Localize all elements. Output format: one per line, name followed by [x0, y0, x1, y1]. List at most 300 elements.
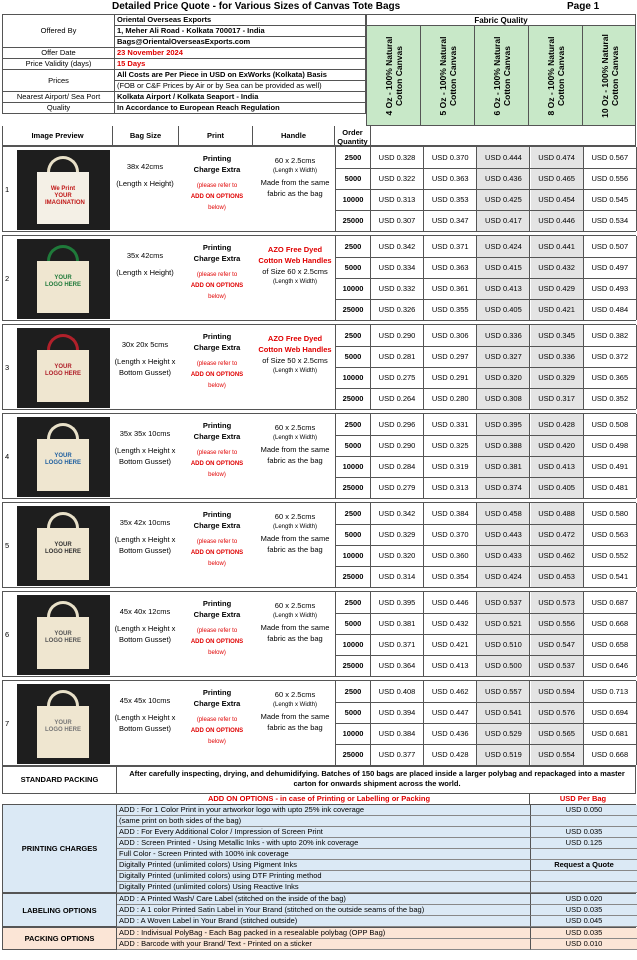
handle-size: of Size 50 x 2.5cms	[262, 356, 328, 365]
row-divider	[336, 435, 637, 436]
handle-info	[255, 600, 335, 644]
price-cell: USD 0.421	[531, 299, 584, 320]
packing-options-section	[2, 927, 636, 950]
price-cell: USD 0.668	[584, 613, 637, 634]
bag-dimensions-note: (Length x Height x Bottom Gusset)	[114, 535, 176, 555]
price-cell: USD 0.377	[371, 744, 424, 765]
addon-price: USD 0.125	[530, 838, 637, 849]
price-cell: USD 0.424	[477, 236, 530, 257]
addon-item: ADD : A Printed Wash/ Care Label (stitched on the inside of the bag)	[117, 894, 530, 905]
bag-image-preview	[17, 417, 110, 497]
row-divider	[336, 278, 637, 279]
row-separator-line	[335, 236, 336, 320]
order-quantity: 10000	[336, 456, 371, 477]
addon-item: ADD : Barcode with your Brand/ Text - Printed on a sticker	[117, 939, 530, 950]
port-value: Kolkata Airport / Kolkata Seaport - India	[115, 92, 366, 103]
column-headers	[2, 126, 636, 146]
price-cell: USD 0.320	[371, 545, 424, 566]
offer-info-table	[2, 14, 366, 114]
price-cell: USD 0.374	[477, 477, 530, 498]
printing-label: PRINTING CHARGES	[3, 805, 117, 892]
addon-item: ADD : For 1 Color Print in your artworkor logo with upto 25% ink coverage	[117, 805, 530, 816]
price-cell: USD 0.352	[584, 388, 637, 409]
price-cell: USD 0.345	[531, 325, 584, 346]
handle-size: 60 x 2.5cms	[274, 690, 316, 699]
handle-dimensions-note: (Length x Width)	[272, 435, 318, 441]
price-cell: USD 0.281	[371, 346, 424, 367]
price-cell: USD 0.493	[584, 278, 637, 299]
print-info	[181, 420, 253, 481]
price-cell: USD 0.465	[531, 168, 584, 189]
labeling-label: LABELING OPTIONS	[3, 894, 117, 926]
bag-size	[113, 428, 177, 467]
prices-note: (FOB or C&F Prices by Air or by Sea can be provided as well)	[115, 81, 366, 92]
price-cell: USD 0.557	[477, 681, 530, 702]
price-cell: USD 0.545	[584, 189, 637, 210]
price-cell: USD 0.381	[371, 613, 424, 634]
bag-logo-text: YOUR LOGO HERE	[45, 542, 82, 555]
price-cell: USD 0.395	[477, 414, 530, 435]
product-row	[2, 413, 636, 499]
handle-type: AZO Free Dyed Cotton Web Handles	[258, 245, 332, 265]
print-note-end: below)	[208, 739, 226, 745]
price-cell: USD 0.529	[477, 723, 530, 744]
price-cell: USD 0.541	[584, 566, 637, 587]
port-label: Nearest Airport/ Sea Port	[3, 92, 115, 103]
bag-dimensions-note: (Length x Height x Bottom Gusset)	[114, 713, 176, 733]
price-cell: USD 0.308	[477, 388, 530, 409]
bag-size	[113, 250, 177, 278]
order-quantity: 10000	[336, 634, 371, 655]
bag-image-preview	[17, 239, 110, 319]
row-number: 7	[5, 719, 10, 728]
row-separator-line	[335, 325, 336, 409]
price-cell: USD 0.361	[424, 278, 477, 299]
order-quantity: 5000	[336, 257, 371, 278]
addon-item: Digitally Printed (unlimited colors) Using Pigment Inks	[117, 860, 530, 871]
addon-price	[530, 882, 637, 893]
addon-options-link[interactable]: ADD ON OPTIONS	[190, 194, 244, 200]
print-charge-text: Printing Charge Extra	[193, 599, 241, 619]
price-cell: USD 0.363	[424, 168, 477, 189]
row-divider	[336, 189, 637, 190]
row-divider	[336, 168, 637, 169]
price-cell: USD 0.342	[371, 236, 424, 257]
addon-price: USD 0.050	[530, 805, 637, 816]
addon-options-link[interactable]: ADD ON OPTIONS	[190, 728, 244, 734]
price-cell: USD 0.405	[477, 299, 530, 320]
price-cell: USD 0.325	[424, 435, 477, 456]
row-number: 3	[5, 363, 10, 372]
addon-item: ADD : Screen Printed - Using Metallic Inks - with upto 20% ink coverage	[117, 838, 530, 849]
labeling-options-section	[2, 893, 636, 927]
price-cell: USD 0.500	[477, 655, 530, 676]
price-grid	[336, 147, 637, 231]
price-cell: USD 0.484	[584, 299, 637, 320]
standard-packing-text: After carefully inspecting, drying, and dehumidifying. Batches of 150 bags are placed inside a larger polybag and repackaged into a master carton for onwards shipment across the world.	[129, 769, 625, 788]
price-cell: USD 0.472	[531, 524, 584, 545]
row-divider	[336, 566, 637, 567]
price-cell: USD 0.354	[424, 566, 477, 587]
addon-item: ADD : Indivisual PolyBag - Each Bag packed in a resealable polybag (OPP Bag)	[117, 928, 530, 939]
standard-packing-label: STANDARD PACKING	[3, 767, 117, 793]
price-cell: USD 0.264	[371, 388, 424, 409]
order-quantity: 10000	[336, 545, 371, 566]
price-cell: USD 0.508	[584, 414, 637, 435]
company-address: 1, Meher Ali Road - Kolkata 700017 - India	[115, 26, 366, 37]
page-number: Page 1	[567, 1, 600, 12]
price-cell: USD 0.481	[584, 477, 637, 498]
price-cell: USD 0.453	[531, 566, 584, 587]
price-cell: USD 0.317	[531, 388, 584, 409]
col-order-quantity: Order Quantity	[335, 126, 371, 145]
row-divider	[336, 299, 637, 300]
bag-image-preview	[17, 506, 110, 586]
addon-price	[530, 871, 637, 882]
price-cell: USD 0.290	[371, 325, 424, 346]
handle-info	[255, 244, 335, 288]
price-cell: USD 0.446	[531, 210, 584, 231]
print-note: (please refer to	[196, 361, 238, 367]
price-cell: USD 0.447	[424, 702, 477, 723]
price-cell: USD 0.556	[531, 613, 584, 634]
addon-options-link[interactable]: ADD ON OPTIONS	[190, 283, 244, 289]
bag-logo-text: YOUR LOGO HERE	[45, 364, 82, 377]
order-quantity: 2500	[336, 325, 371, 346]
print-charge-text: Printing Charge Extra	[193, 688, 241, 708]
prices-label: Prices	[3, 70, 115, 92]
bag-image-preview	[17, 150, 110, 230]
addon-price: USD 0.035	[530, 928, 637, 939]
price-cell: USD 0.428	[424, 744, 477, 765]
bag-logo-text: We Print YOUR IMAGINATION	[45, 186, 85, 206]
price-cell: USD 0.394	[371, 702, 424, 723]
bag-logo-text: YOUR LOGO HERE	[45, 275, 82, 288]
fabric-col-10oz: 10 Oz - 100% Natural Cotton Canvas	[600, 34, 620, 118]
row-separator-line	[335, 503, 336, 587]
price-cell: USD 0.371	[371, 634, 424, 655]
row-divider	[336, 388, 637, 389]
addon-options-link[interactable]: ADD ON OPTIONS	[190, 550, 244, 556]
addon-header: ADD ON OPTIONS - in case of Printing or Labelling or Packing	[207, 794, 431, 803]
bag-size	[113, 161, 177, 189]
row-number: 6	[5, 630, 10, 639]
fabric-col-5oz: 5 Oz - 100% Natural Cotton Canvas	[421, 26, 475, 126]
price-cell: USD 0.320	[477, 367, 530, 388]
fabric-quality-title: Fabric Quality	[367, 15, 635, 26]
addon-price: USD 0.045	[530, 916, 637, 927]
order-quantity: 2500	[336, 681, 371, 702]
addon-price: USD 0.020	[530, 894, 637, 905]
bag-dimensions-note: (Length x Height)	[116, 268, 174, 277]
price-cell: USD 0.444	[477, 147, 530, 168]
order-quantity: 10000	[336, 723, 371, 744]
order-quantity: 10000	[336, 189, 371, 210]
handle-material: Made from the same fabric as the bag	[260, 623, 330, 643]
order-quantity: 25000	[336, 388, 371, 409]
price-cell: USD 0.658	[584, 634, 637, 655]
bag-size	[113, 517, 177, 556]
bag-image-preview	[17, 684, 110, 764]
price-cell: USD 0.297	[424, 346, 477, 367]
product-row	[2, 146, 636, 232]
addon-item: Digitally Printed (unlimited colors) Using Reactive Inks	[117, 882, 530, 893]
row-divider	[336, 613, 637, 614]
price-cell: USD 0.329	[371, 524, 424, 545]
price-cell: USD 0.365	[584, 367, 637, 388]
col-handle: Handle	[253, 126, 335, 145]
order-quantity: 25000	[336, 744, 371, 765]
price-cell: USD 0.436	[424, 723, 477, 744]
price-cell: USD 0.713	[584, 681, 637, 702]
print-note: (please refer to	[196, 450, 238, 456]
price-cell: USD 0.425	[477, 189, 530, 210]
row-divider	[336, 634, 637, 635]
handle-dimensions-note: (Length x Width)	[272, 368, 318, 374]
print-info	[181, 331, 253, 392]
addon-item: (same print on both sides of the bag)	[117, 816, 530, 827]
price-cell: USD 0.446	[424, 592, 477, 613]
order-quantity: 2500	[336, 503, 371, 524]
price-cell: USD 0.510	[477, 634, 530, 655]
price-cell: USD 0.436	[477, 168, 530, 189]
price-cell: USD 0.360	[424, 545, 477, 566]
addon-price: USD 0.035	[530, 905, 637, 916]
addon-price: Request a Quote	[530, 860, 637, 871]
product-row	[2, 502, 636, 588]
print-note: (please refer to	[196, 717, 238, 723]
bag-size-value: 38x 42cms	[126, 162, 164, 171]
price-cell: USD 0.364	[371, 655, 424, 676]
product-row	[2, 324, 636, 410]
row-divider	[336, 257, 637, 258]
bag-size	[113, 695, 177, 734]
handle-material: Made from the same fabric as the bag	[260, 712, 330, 732]
offer-date-label: Offer Date	[3, 48, 115, 59]
price-cell: USD 0.384	[371, 723, 424, 744]
price-cell: USD 0.342	[371, 503, 424, 524]
addon-price	[530, 816, 637, 827]
price-cell: USD 0.275	[371, 367, 424, 388]
price-cell: USD 0.565	[531, 723, 584, 744]
order-quantity: 2500	[336, 592, 371, 613]
price-cell: USD 0.370	[424, 147, 477, 168]
price-cell: USD 0.556	[584, 168, 637, 189]
price-cell: USD 0.573	[531, 592, 584, 613]
price-cell: USD 0.290	[371, 435, 424, 456]
price-cell: USD 0.594	[531, 681, 584, 702]
row-divider	[336, 210, 637, 211]
bag-image-preview	[17, 328, 110, 408]
row-divider	[336, 655, 637, 656]
order-quantity: 10000	[336, 278, 371, 299]
price-cell: USD 0.336	[477, 325, 530, 346]
offer-date-value: 23 November 2024	[115, 48, 366, 59]
handle-dimensions-note: (Length x Width)	[272, 613, 318, 619]
offered-by-label: Offered By	[3, 15, 115, 48]
handle-info	[255, 333, 335, 377]
row-separator-line	[335, 414, 336, 498]
row-number: 5	[5, 541, 10, 550]
printing-charges-section	[2, 804, 636, 893]
print-info	[181, 598, 253, 659]
order-quantity: 2500	[336, 147, 371, 168]
row-number: 1	[5, 185, 10, 194]
price-cell: USD 0.433	[477, 545, 530, 566]
bag-size-value: 35x 42x 10cms	[119, 518, 171, 527]
print-note-end: below)	[208, 383, 226, 389]
company-email[interactable]: Bags@OrientalOverseasExports.com	[115, 37, 366, 48]
handle-dimensions-note: (Length x Width)	[272, 524, 318, 530]
validity-label: Price Validity (days)	[3, 59, 115, 70]
bag-size	[113, 339, 177, 378]
addon-options-link[interactable]: ADD ON OPTIONS	[190, 372, 244, 378]
print-info	[181, 242, 253, 303]
print-note-end: below)	[208, 472, 226, 478]
price-cell: USD 0.491	[584, 456, 637, 477]
print-note-end: below)	[208, 294, 226, 300]
addon-price: USD 0.010	[530, 939, 637, 950]
handle-material: Made from the same fabric as the bag	[260, 178, 330, 198]
price-cell: USD 0.687	[584, 592, 637, 613]
price-cell: USD 0.306	[424, 325, 477, 346]
price-cell: USD 0.381	[477, 456, 530, 477]
price-cell: USD 0.580	[584, 503, 637, 524]
col-image-preview: Image Preview	[3, 126, 113, 145]
row-divider	[336, 723, 637, 724]
order-quantity: 2500	[336, 236, 371, 257]
addon-options-link[interactable]: ADD ON OPTIONS	[190, 639, 244, 645]
price-cell: USD 0.405	[531, 477, 584, 498]
price-cell: USD 0.363	[424, 257, 477, 278]
page-header	[0, 0, 637, 14]
handle-size: 60 x 2.5cms	[274, 156, 316, 165]
handle-size: 60 x 2.5cms	[274, 601, 316, 610]
bag-dimensions-note: (Length x Height x Bottom Gusset)	[114, 624, 176, 644]
row-divider	[336, 477, 637, 478]
price-grid	[336, 325, 637, 409]
prices-basis: All Costs are Per Piece in USD on ExWorks (Kolkata) Basis	[115, 70, 366, 81]
price-cell: USD 0.334	[371, 257, 424, 278]
price-cell: USD 0.328	[371, 147, 424, 168]
price-cell: USD 0.382	[584, 325, 637, 346]
price-cell: USD 0.441	[531, 236, 584, 257]
price-cell: USD 0.552	[584, 545, 637, 566]
row-divider	[336, 744, 637, 745]
price-cell: USD 0.395	[371, 592, 424, 613]
print-note-end: below)	[208, 650, 226, 656]
row-number: 2	[5, 274, 10, 283]
addon-price	[530, 849, 637, 860]
price-cell: USD 0.458	[477, 503, 530, 524]
price-cell: USD 0.384	[424, 503, 477, 524]
price-cell: USD 0.497	[584, 257, 637, 278]
addon-item: ADD : A 1 color Printed Satin Label in Your Brand (stitched on the outside seams of the bag)	[117, 905, 530, 916]
price-cell: USD 0.313	[424, 477, 477, 498]
order-quantity: 5000	[336, 346, 371, 367]
print-charge-text: Printing Charge Extra	[193, 510, 241, 530]
price-cell: USD 0.432	[531, 257, 584, 278]
bag-size-value: 45x 40x 12cms	[119, 607, 171, 616]
handle-size: of Size 60 x 2.5cms	[262, 267, 328, 276]
bag-dimensions-note: (Length x Height x Bottom Gusset)	[114, 446, 176, 466]
price-cell: USD 0.296	[371, 414, 424, 435]
price-cell: USD 0.307	[371, 210, 424, 231]
price-cell: USD 0.413	[531, 456, 584, 477]
row-divider	[336, 524, 637, 525]
price-grid	[336, 592, 637, 676]
print-info	[181, 153, 253, 214]
addon-price: USD 0.035	[530, 827, 637, 838]
print-note-end: below)	[208, 561, 226, 567]
handle-type: AZO Free Dyed Cotton Web Handles	[258, 334, 332, 354]
row-divider	[336, 367, 637, 368]
print-charge-text: Printing Charge Extra	[193, 332, 241, 352]
price-cell: USD 0.541	[477, 702, 530, 723]
price-cell: USD 0.507	[584, 236, 637, 257]
price-cell: USD 0.284	[371, 456, 424, 477]
order-quantity: 25000	[336, 299, 371, 320]
price-cell: USD 0.420	[531, 435, 584, 456]
price-cell: USD 0.462	[424, 681, 477, 702]
addon-options	[2, 794, 636, 960]
price-cell: USD 0.331	[424, 414, 477, 435]
print-charge-text: Printing Charge Extra	[193, 154, 241, 174]
price-cell: USD 0.336	[531, 346, 584, 367]
price-cell: USD 0.417	[477, 210, 530, 231]
validity-value: 15 Days	[115, 59, 366, 70]
price-cell: USD 0.413	[424, 655, 477, 676]
handle-info	[255, 689, 335, 733]
row-divider	[336, 702, 637, 703]
print-info	[181, 509, 253, 570]
price-cell: USD 0.279	[371, 477, 424, 498]
bag-size-value: 35x 35x 10cms	[119, 429, 171, 438]
print-charge-text: Printing Charge Extra	[193, 421, 241, 441]
order-quantity: 5000	[336, 524, 371, 545]
price-cell: USD 0.291	[424, 367, 477, 388]
price-cell: USD 0.694	[584, 702, 637, 723]
price-cell: USD 0.413	[477, 278, 530, 299]
order-quantity: 25000	[336, 210, 371, 231]
price-cell: USD 0.332	[371, 278, 424, 299]
price-cell: USD 0.314	[371, 566, 424, 587]
order-quantity: 25000	[336, 477, 371, 498]
col-print: Print	[179, 126, 253, 145]
handle-material: Made from the same fabric as the bag	[260, 445, 330, 465]
print-note: (please refer to	[196, 539, 238, 545]
quality-label: Quality	[3, 103, 115, 114]
packing-label: PACKING OPTIONS	[3, 928, 117, 949]
order-quantity: 25000	[336, 566, 371, 587]
print-info	[181, 687, 253, 748]
bag-dimensions-note: (Length x Height)	[116, 179, 174, 188]
handle-dimensions-note: (Length x Width)	[272, 702, 318, 708]
bag-size-value: 45x 45x 10cms	[119, 696, 171, 705]
price-cell: USD 0.372	[584, 346, 637, 367]
print-note: (please refer to	[196, 183, 238, 189]
price-cell: USD 0.668	[584, 744, 637, 765]
order-quantity: 5000	[336, 613, 371, 634]
handle-info	[255, 422, 335, 466]
product-row	[2, 591, 636, 677]
product-row	[2, 235, 636, 321]
price-cell: USD 0.415	[477, 257, 530, 278]
price-cell: USD 0.534	[584, 210, 637, 231]
price-cell: USD 0.322	[371, 168, 424, 189]
bag-size-value: 35x 42cms	[126, 251, 164, 260]
addon-options-link[interactable]: ADD ON OPTIONS	[190, 461, 244, 467]
